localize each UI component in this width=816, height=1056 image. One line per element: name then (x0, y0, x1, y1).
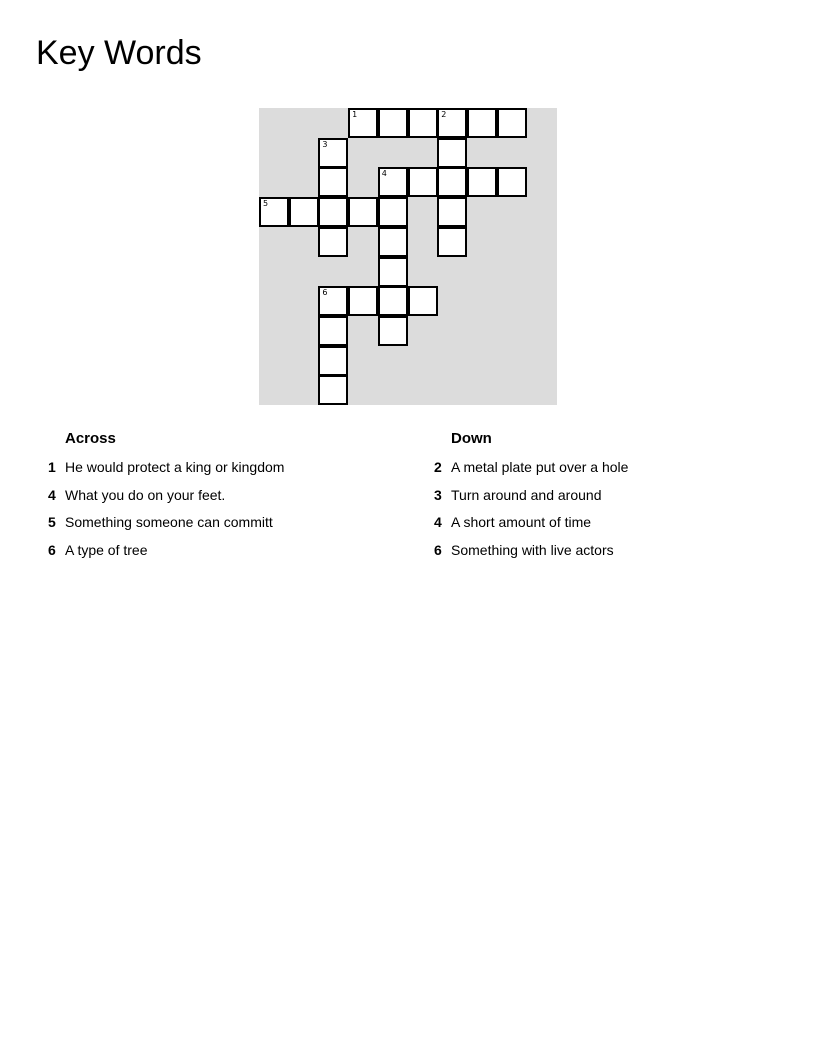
grid-cell[interactable] (318, 286, 348, 316)
clue-number: 1 (48, 459, 56, 475)
across-clue (48, 458, 408, 476)
clue-number: 6 (48, 542, 56, 559)
grid-cell[interactable] (437, 108, 467, 138)
across-clue-list (48, 458, 408, 559)
clue-number: 2 (434, 459, 442, 475)
across-clue (48, 486, 408, 504)
across-clues (48, 428, 408, 569)
grid-cell[interactable] (318, 316, 348, 346)
clue-text: Something someone can committ (65, 514, 273, 531)
down-clue-list (434, 458, 794, 559)
down-clue (434, 486, 794, 504)
grid-cell[interactable] (318, 138, 348, 168)
clue-number-label: 5 (263, 199, 269, 209)
grid-cell[interactable] (437, 227, 467, 257)
across-clue (48, 513, 408, 531)
grid-cell[interactable] (467, 108, 497, 138)
across-clue (48, 541, 408, 559)
down-heading: Down (451, 430, 492, 447)
page-title: Key Words (36, 34, 202, 72)
grid-cell[interactable] (378, 257, 408, 287)
clue-text: A metal plate put over a hole (451, 459, 629, 475)
grid-cell[interactable] (408, 167, 438, 197)
grid-cell[interactable] (408, 286, 438, 316)
grid-cell[interactable] (497, 108, 527, 138)
clue-number: 5 (48, 514, 56, 531)
clue-text: What you do on your feet. (65, 486, 226, 503)
clue-text: Turn around and around (451, 486, 602, 503)
grid-cell[interactable] (348, 197, 378, 227)
clue-number-label: 3 (322, 139, 328, 149)
grid-cell[interactable] (437, 197, 467, 227)
clue-text: A short amount of time (451, 514, 592, 531)
clue-text: A type of tree (65, 542, 148, 559)
grid-cell[interactable] (259, 197, 289, 227)
clue-number-label: 4 (381, 169, 387, 179)
clue-number: 6 (434, 542, 442, 559)
across-heading: Across (65, 430, 116, 447)
grid-cell[interactable] (318, 227, 348, 257)
grid-cell[interactable] (318, 346, 348, 376)
clue-number: 4 (434, 514, 442, 531)
grid-cell[interactable] (378, 316, 408, 346)
grid-cell[interactable] (437, 167, 467, 197)
grid-cell[interactable] (497, 167, 527, 197)
grid-cell[interactable] (348, 286, 378, 316)
down-clue (434, 458, 794, 476)
grid-cell[interactable] (408, 108, 438, 138)
grid-cell[interactable] (437, 138, 467, 168)
clue-text: He would protect a king or kingdom (65, 459, 285, 475)
clue-number-label: 2 (441, 110, 447, 119)
down-clue (434, 541, 794, 559)
grid-cell[interactable] (348, 108, 378, 138)
down-clue (434, 513, 794, 531)
grid-cell[interactable] (378, 167, 408, 197)
grid-cell[interactable] (378, 286, 408, 316)
crossword-grid (259, 108, 557, 405)
down-clues (434, 428, 794, 569)
grid-cell[interactable] (378, 197, 408, 227)
grid-cell[interactable] (378, 108, 408, 138)
grid-cell[interactable] (318, 197, 348, 227)
grid-cell[interactable] (467, 167, 497, 197)
clue-number-label: 6 (322, 288, 328, 298)
clue-text: Something with live actors (451, 542, 614, 559)
grid-cell[interactable] (289, 197, 319, 227)
clue-number-label: 1 (352, 110, 358, 119)
grid-cell[interactable] (378, 227, 408, 257)
clue-number: 3 (434, 486, 442, 503)
clue-number: 4 (48, 486, 56, 503)
grid-cell[interactable] (318, 167, 348, 197)
grid-cell[interactable] (318, 375, 348, 405)
